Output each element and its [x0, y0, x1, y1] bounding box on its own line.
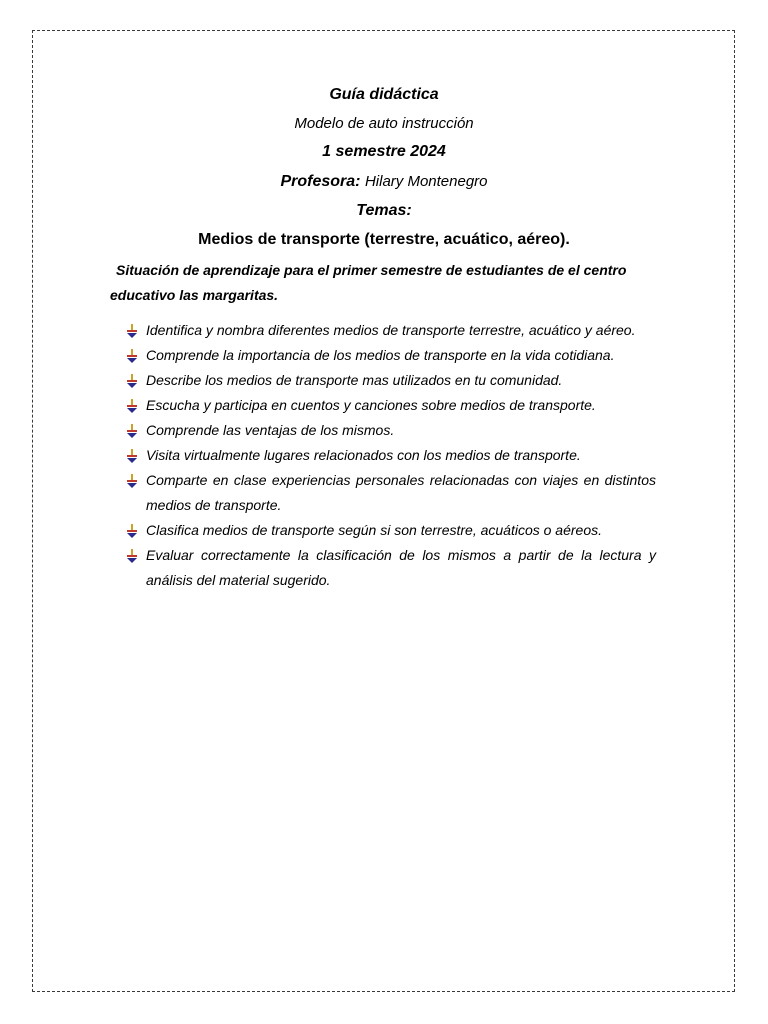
list-item	[126, 318, 656, 343]
list-item	[126, 368, 656, 393]
arrow-down-bullet-icon	[126, 422, 138, 438]
objective-text: Escucha y participa en cuentos y canciones sobre medios de transporte.	[146, 397, 596, 413]
arrow-down-bullet-icon	[126, 347, 138, 363]
list-item	[126, 343, 656, 368]
objective-text: Describe los medios de transporte mas utilizados en tu comunidad.	[146, 372, 563, 388]
teacher-line	[0, 173, 768, 191]
learning-situation: Situación de aprendizaje para el primer semestre de estudiantes de el centro educativo las margaritas.	[110, 262, 627, 303]
arrow-down-bullet-icon	[126, 472, 138, 488]
objective-text: Comparte en clase experiencias personales relacionadas con viajes en distintos medios de transporte.	[146, 472, 656, 513]
topics-label: Temas:	[356, 202, 412, 219]
arrow-down-bullet-icon	[126, 522, 138, 538]
list-item	[126, 543, 656, 593]
arrow-down-bullet-icon	[126, 397, 138, 413]
arrow-down-bullet-icon	[126, 547, 138, 563]
topic-heading: Medios de transporte (terrestre, acuático, aéreo).	[198, 231, 570, 248]
objective-text: Clasifica medios de transporte según si son terrestre, acuáticos o aéreos.	[146, 522, 603, 538]
objective-text: Visita virtualmente lugares relacionados con los medios de transporte.	[146, 447, 581, 463]
list-item	[126, 418, 656, 443]
semester-line: 1 semestre 2024	[322, 143, 446, 160]
teacher-name: Hilary Montenegro	[364, 173, 488, 190]
list-item	[126, 518, 656, 543]
document-subtitle: Modelo de auto instrucción	[294, 115, 474, 132]
arrow-down-bullet-icon	[126, 447, 138, 463]
objective-text: Comprende las ventajas de los mismos.	[146, 422, 395, 438]
document-title: Guía didáctica	[329, 86, 439, 103]
objective-text: Comprende la importancia de los medios de transporte en la vida cotidiana.	[146, 347, 615, 363]
list-item	[126, 443, 656, 468]
list-item	[126, 393, 656, 418]
arrow-down-bullet-icon	[126, 322, 138, 338]
teacher-label: Profesora:	[280, 173, 361, 190]
list-item	[126, 468, 656, 518]
objective-text: Identifica y nombra diferentes medios de transporte terrestre, acuático y aéreo.	[146, 322, 636, 338]
arrow-down-bullet-icon	[126, 372, 138, 388]
objective-text: Evaluar correctamente la clasificación de los mismos a partir de la lectura y análisis del material sugerido.	[146, 547, 656, 588]
objectives-list	[126, 318, 656, 593]
